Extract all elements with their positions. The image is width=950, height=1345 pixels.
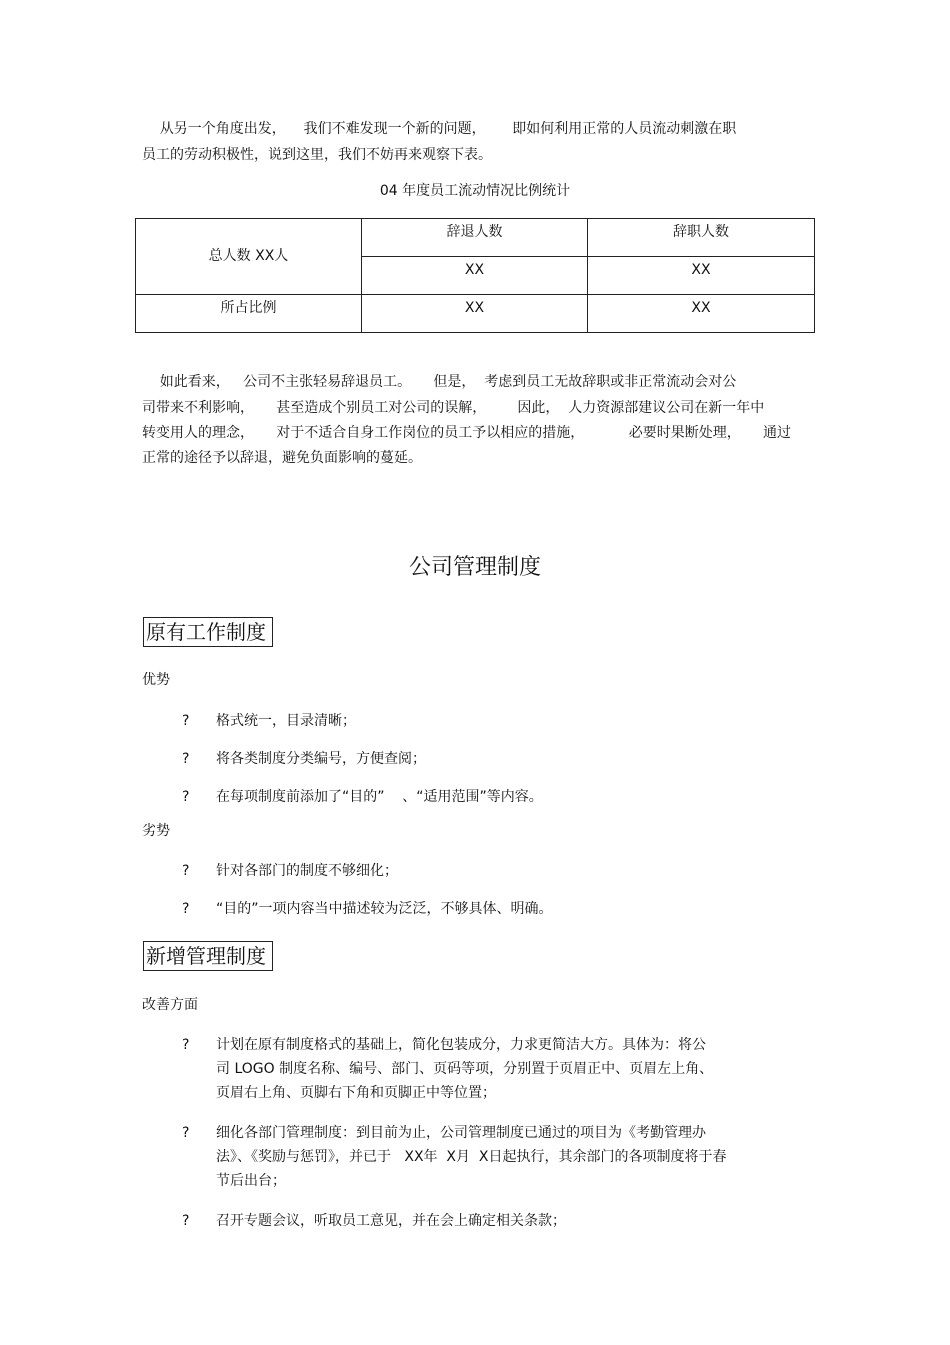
header-dismissed: 辞退人数 bbox=[362, 219, 588, 257]
improvement-item-2-line-2: 法》、《奖励与惩罚》，并已于 XX年 X月 X日起执行，其余部门的各项制度将于春 bbox=[216, 1149, 727, 1165]
conclusion-line-2: 司带来不利影响， 甚至造成个别员工对公司的误解， 因此， 人力资源部建议公司在新一年中 bbox=[142, 400, 765, 416]
section-title: 公司管理制度 bbox=[408, 555, 541, 580]
cell-resigned-ratio: XX bbox=[588, 295, 815, 333]
bullet-icon: ? bbox=[182, 1213, 190, 1229]
improvement-item-1-line-1: 计划在原有制度格式的基础上，简化包装成分，力求更简洁大方。具体为：将公 bbox=[216, 1037, 706, 1053]
disadvantages-label: 劣势 bbox=[142, 823, 170, 839]
advantage-item-2: 将各类制度分类编号，方便查阅； bbox=[216, 751, 426, 767]
table-row bbox=[136, 219, 815, 257]
original-system-heading: 原有工作制度 bbox=[143, 617, 273, 647]
bullet-icon: ? bbox=[182, 863, 190, 879]
bullet-icon: ? bbox=[182, 1037, 190, 1053]
ratio-label-cell: 所占比例 bbox=[136, 295, 362, 333]
conclusion-line-4: 正常的途径予以辞退，避免负面影响的蔓延。 bbox=[142, 450, 422, 466]
new-system-heading: 新增管理制度 bbox=[143, 941, 273, 971]
cell-dismissed-count: XX bbox=[362, 257, 588, 295]
intro-line-2: 员工的劳动积极性，说到这里，我们不妨再来观察下表。 bbox=[142, 147, 492, 163]
cell-dismissed-ratio: XX bbox=[362, 295, 588, 333]
improvement-label: 改善方面 bbox=[142, 997, 198, 1013]
advantage-item-1: 格式统一，目录清晰； bbox=[216, 713, 356, 729]
disadvantage-item-2: “目的”一项内容当中描述较为泛泛，不够具体、明确。 bbox=[216, 901, 553, 917]
bullet-icon: ? bbox=[182, 1125, 190, 1141]
bullet-icon: ? bbox=[182, 751, 190, 767]
table-row bbox=[136, 295, 815, 333]
improvement-item-1-line-3: 页眉右上角、页脚右下角和页脚正中等位置； bbox=[216, 1085, 496, 1101]
table-caption: 04 年度员工流动情况比例统计 bbox=[379, 183, 571, 199]
total-count-cell: 总人数 XX人 bbox=[136, 219, 362, 295]
disadvantage-item-1: 针对各部门的制度不够细化； bbox=[216, 863, 398, 879]
improvement-item-2-line-1: 细化各部门管理制度：到目前为止，公司管理制度已通过的项目为《考勤管理办 bbox=[216, 1125, 706, 1141]
intro-line-1: 从另一个角度出发， 我们不难发现一个新的问题， 即如何利用正常的人员流动刺激在职 bbox=[142, 121, 737, 137]
cell-resigned-count: XX bbox=[588, 257, 815, 295]
bullet-icon: ? bbox=[182, 901, 190, 917]
improvement-item-2-line-3: 节后出台； bbox=[216, 1173, 286, 1189]
conclusion-line-3: 转变用人的理念， 对于不适合自身工作岗位的员工予以相应的措施， 必要时果断处理， 通过 bbox=[142, 425, 792, 441]
advantages-label: 优势 bbox=[142, 672, 170, 688]
header-resigned: 辞职人数 bbox=[588, 219, 815, 257]
improvement-item-1-line-2: 司 LOGO 制度名称、编号、部门、页码等项，分别置于页眉正中、页眉左上角、 bbox=[216, 1061, 714, 1077]
bullet-icon: ? bbox=[182, 713, 190, 729]
conclusion-line-1: 如此看来， 公司不主张轻易辞退员工。 但是， 考虑到员工无故辞职或非正常流动会对公 bbox=[142, 374, 737, 390]
turnover-table bbox=[135, 218, 815, 333]
bullet-icon: ? bbox=[182, 789, 190, 805]
improvement-item-3-line-1: 召开专题会议，听取员工意见，并在会上确定相关条款； bbox=[216, 1213, 566, 1229]
advantage-item-3: 在每项制度前添加了“目的” 、“适用范围”等内容。 bbox=[216, 789, 543, 805]
